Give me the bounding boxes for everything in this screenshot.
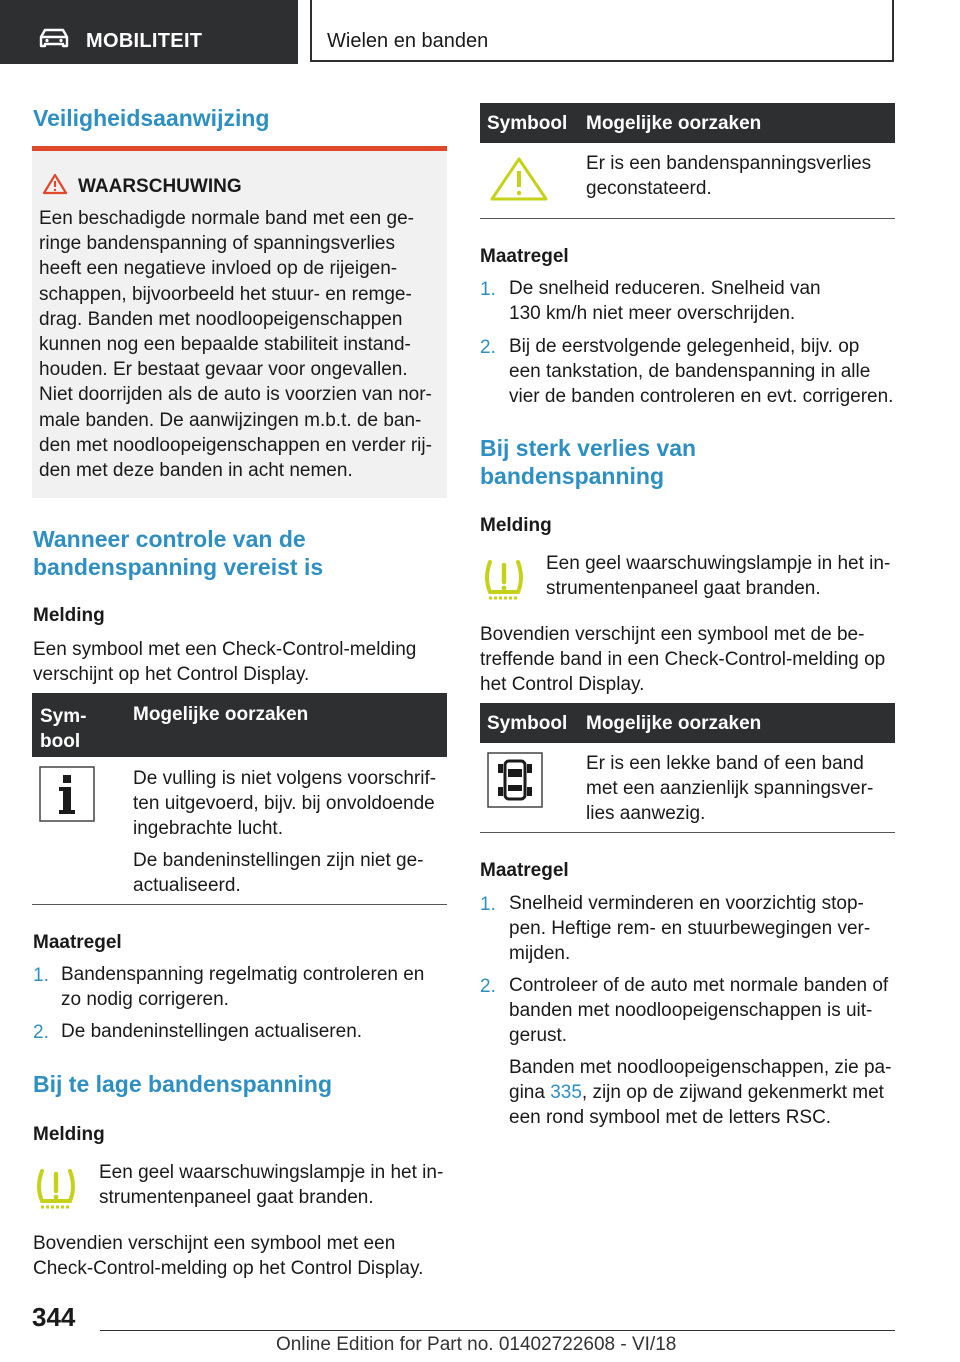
safety-heading: Veiligheidsaanwijzing — [33, 105, 270, 131]
cause-text: De vulling is niet volgens voorschrif- ten uitgevoerd, bijv. bij onvoldoende ingebrachte lucht. — [133, 768, 437, 839]
symbol-table-right-2 — [480, 703, 895, 833]
page-number: 344 — [32, 1302, 76, 1332]
page-link[interactable]: 335 — [550, 1082, 582, 1103]
step-number: 2. — [480, 976, 496, 997]
section-title: MOBILITEIT — [86, 30, 203, 52]
table-header — [32, 693, 447, 757]
col-symbol-header: Symbool — [487, 113, 568, 134]
header-section-tab — [0, 0, 298, 64]
step-text: Bandenspanning regelmatig controleren en zo nodig corrigeren. — [61, 964, 425, 1010]
warning-text: Een beschadigde normale band met een ge- ringe bandenspanning of spanningsverlies heeft een negatieve invloed op de rijeigen- schappen, bijvoorbeeld het stuur- en remge- drag. Banden met noodloopeigenschappen kunnen nog een bepaalde stabiliteit instand- houden. Er bestaat gevaar voor ongevallen. Niet doorrijden als de auto is voorzien van nor- male banden. De aanwijzingen m.b.t. de ban- den met noodloopeigenschappen en verder rij- den met deze banden in acht nemen. — [39, 208, 432, 482]
lamp-text: Een geel waarschuwingslampje in het in- strumentenpaneel gaat branden. — [99, 1162, 444, 1208]
step-text: Controleer of de auto met normale banden of banden met noodloopeigenschappen is uit- gerust. — [509, 975, 889, 1046]
col-causes-header: Mogelijke oorzaken — [133, 704, 309, 725]
strong-loss-heading: Bij sterk verlies van bandenspanning — [480, 435, 697, 489]
after-text: Bovendien verschijnt een symbool met een Check-Control-melding op het Control Display. — [33, 1233, 424, 1279]
melding-label: Melding — [33, 1124, 105, 1145]
tire-pressure-loss-icon — [488, 155, 550, 203]
cause-text: Er is een lekke band of een band met een aanzienlijk spanningsver- lies aanwezig. — [586, 753, 874, 824]
maatregel-label: Maatregel — [33, 932, 122, 953]
check-heading: Wanneer controle van de bandenspanning vereist is — [33, 526, 324, 580]
rsc-note: Banden met noodloopeigenschappen, zie pa- gina 335, zijn op de zijwand gekenmerkt met een rond symbool met de letters RSC. — [509, 1057, 892, 1128]
step-number: 1. — [480, 894, 496, 915]
warning-title: WAARSCHUWING — [78, 176, 242, 197]
table-divider — [480, 832, 895, 833]
step-text: De bandeninstellingen actualiseren. — [61, 1021, 363, 1042]
step-number: 1. — [480, 279, 496, 300]
header-subsection-tab — [310, 0, 894, 62]
table-header — [480, 103, 895, 143]
col-causes-header: Mogelijke oorzaken — [586, 113, 762, 134]
melding-label: Melding — [480, 515, 552, 536]
step-number: 2. — [480, 337, 496, 358]
step-text: De snelheid reduceren. Snelheid van 130 km/h niet meer overschrijden. — [509, 278, 821, 324]
warning-triangle-icon — [42, 173, 68, 195]
low-pressure-heading: Bij te lage bandenspanning — [33, 1071, 333, 1097]
step-text: Snelheid verminderen en voorzichtig stop- pen. Heftige rem- en stuurbewegingen ver- mijden. — [509, 893, 871, 964]
table-header — [480, 703, 895, 743]
symbol-table-right-1 — [480, 103, 895, 219]
info-icon — [39, 766, 95, 822]
footer-divider — [100, 1330, 895, 1331]
subsection-title: Wielen en banden — [327, 30, 489, 52]
melding-label: Melding — [33, 605, 105, 626]
col-causes-header: Mogelijke oorzaken — [586, 713, 762, 734]
maatregel-label: Maatregel — [480, 246, 569, 267]
tire-pressure-warning-icon — [481, 556, 527, 604]
step-number: 2. — [33, 1022, 49, 1043]
table-divider — [480, 218, 895, 219]
flat-tire-car-icon — [487, 752, 543, 808]
edition-text: Online Edition for Part no. 01402722608 - VI/18 — [276, 1334, 677, 1355]
tire-pressure-warning-icon — [33, 1165, 79, 1213]
warning-box — [32, 146, 447, 498]
col-symbol-header: Symbool — [487, 713, 568, 734]
lamp-text: Een geel waarschuwingslampje in het in- strumentenpaneel gaat branden. — [546, 553, 891, 599]
car-icon — [38, 27, 70, 49]
after-text: Bovendien verschijnt een symbool met de be- treffende band in een Check-Control-melding op het Control Display. — [480, 624, 886, 695]
table-divider — [32, 904, 447, 905]
col-symbol-header: Sym- bool — [40, 706, 87, 752]
symbol-table-left — [32, 693, 447, 905]
cause-text-2: De bandeninstellingen zijn niet ge- actualiseerd. — [133, 850, 424, 896]
cause-text: Er is een bandenspanningsverlies geconstateerd. — [586, 153, 872, 199]
step-number: 1. — [33, 965, 49, 986]
maatregel-label: Maatregel — [480, 860, 569, 881]
step-text: Bij de eerstvolgende gelegenheid, bijv. op een tankstation, de bandenspanning in alle vier de banden controleren en evt. corrigeren. — [509, 336, 894, 407]
melding-text: Een symbool met een Check-Control-melding verschijnt op het Control Display. — [33, 639, 417, 685]
